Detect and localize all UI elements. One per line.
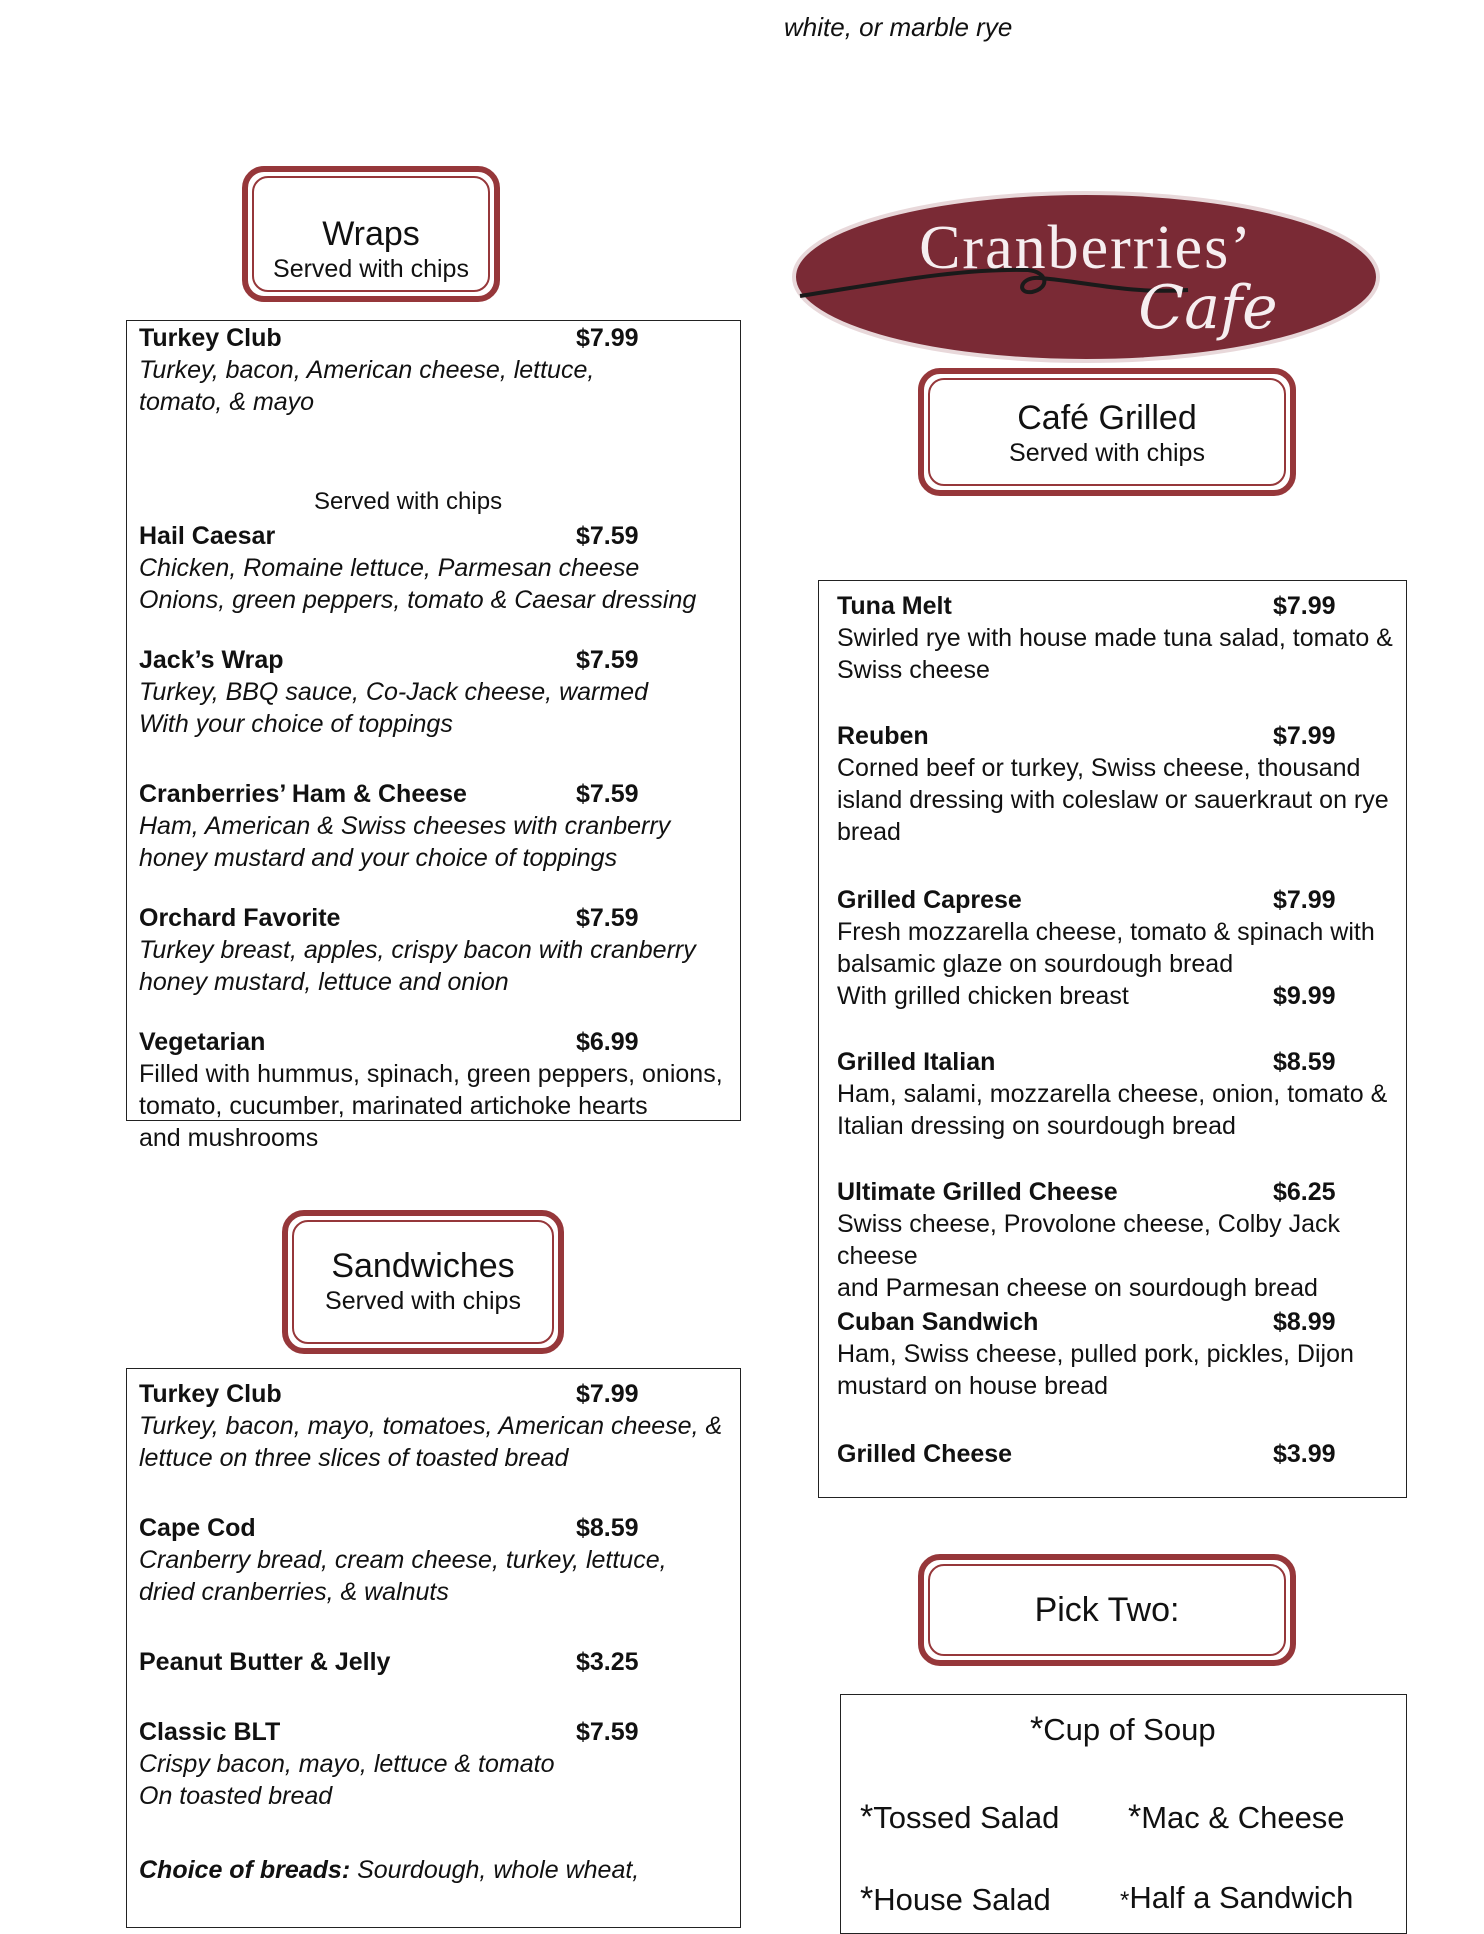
top-note: white, or marble rye [784, 12, 1013, 42]
grilled-subtitle: Served with chips [1009, 439, 1205, 467]
pick-option-soup: *Cup of Soup [1030, 1710, 1216, 1748]
wrap-price-turkey-club: $7.99 [576, 324, 639, 352]
sandwich-item-cape-cod: Cape Cod $8.59 Cranberry bread, cream cheese, turkey, lettuce, dried cranberries, & walnuts [139, 1514, 667, 1606]
grilled-item-tuna-melt: Tuna Melt $7.99 Swirled rye with house made tuna salad, tomato & Swiss cheese [837, 592, 1393, 684]
wrap-item-jacks-wrap: Jack’s Wrap $7.59 Turkey, BBQ sauce, Co-Jack cheese, warmed With your choice of toppings [139, 646, 648, 738]
grilled-item-italian: Grilled Italian $8.59 Ham, salami, mozzarella cheese, onion, tomato & Italian dressing on sourdough bread [837, 1048, 1388, 1140]
sandwiches-subtitle: Served with chips [325, 1287, 521, 1315]
wraps-title: Wraps [322, 215, 420, 253]
breads-line: Choice of breads: Sourdough, whole wheat, [139, 1856, 640, 1884]
wrap-item-vegetarian: Vegetarian $6.99 Filled with hummus, spinach, green peppers, onions, tomato, cucumber, marinated artichoke hearts and mushrooms [139, 1028, 723, 1152]
grilled-item-cuban: Cuban Sandwich $8.99 Ham, Swiss cheese, pulled pork, pickles, Dijon mustard on house bread [837, 1308, 1354, 1400]
sandwich-item-turkey-club: Turkey Club $7.99 Turkey, bacon, mayo, tomatoes, American cheese, & lettuce on three slices of toasted bread [139, 1380, 723, 1472]
cafe-logo [788, 188, 1384, 366]
grilled-item-caprese: Grilled Caprese $7.99 Fresh mozzarella cheese, tomato & spinach with balsamic glaze on sourdough bread With grilled chicken breast $9.99 [837, 886, 1375, 1010]
logo-text-script: Cafe [1138, 273, 1278, 343]
grilled-badge [918, 368, 1296, 496]
grilled-item-ultimate: Ultimate Grilled Cheese $6.25 Swiss cheese, Provolone cheese, Colby Jack cheese and Parmesan cheese on sourdough bread [837, 1178, 1341, 1302]
sandwiches-title: Sandwiches [331, 1247, 515, 1285]
wraps-mid-note: Served with chips [314, 488, 503, 515]
grilled-item-reuben: Reuben $7.99 Corned beef or turkey, Swiss cheese, thousand island dressing with coleslaw or sauerkraut on rye bread [837, 722, 1389, 846]
wrap-item-orchard-favorite: Orchard Favorite $7.59 Turkey breast, apples, crispy bacon with cranberry honey mustard, lettuce and onion [139, 904, 696, 996]
sandwich-item-classic-blt: Classic BLT $7.59 Crispy bacon, mayo, lettuce & tomato On toasted bread [139, 1718, 639, 1810]
logo-svg [788, 188, 1384, 366]
pick-option-tossed-salad: *Tossed Salad [860, 1798, 1060, 1836]
logo-text-main: Cranberries’ [919, 214, 1253, 282]
grilled-item-grilled-cheese: Grilled Cheese $3.99 [837, 1440, 1336, 1468]
wraps-subtitle: Served with chips [273, 255, 469, 283]
pick-option-mac-cheese: *Mac & Cheese [1128, 1798, 1345, 1836]
pick-option-house-salad: *House Salad [860, 1880, 1051, 1918]
wrap-item-hail-caesar: Hail Caesar $7.59 Chicken, Romaine lettuce, Parmesan cheese Onions, green peppers, tomato & Caesar dressing [139, 522, 697, 614]
wraps-badge [242, 166, 500, 302]
pick-option-half-sandwich: *Half a Sandwich [1120, 1880, 1354, 1915]
pick-two-badge [918, 1554, 1296, 1666]
wrap-item-turkey-club: Turkey Club $7.99 Turkey, bacon, American cheese, lettuce, tomato, & mayo [139, 324, 639, 416]
sandwich-item-pbj: Peanut Butter & Jelly $3.25 [139, 1648, 639, 1676]
pick-two-title: Pick Two: [1034, 1591, 1180, 1629]
grilled-title: Café Grilled [1017, 399, 1197, 437]
sandwiches-badge [282, 1210, 564, 1354]
wrap-item-ham-cheese: Cranberries’ Ham & Cheese $7.59 Ham, American & Swiss cheeses with cranberry honey mustard and your choice of toppings [139, 780, 671, 872]
